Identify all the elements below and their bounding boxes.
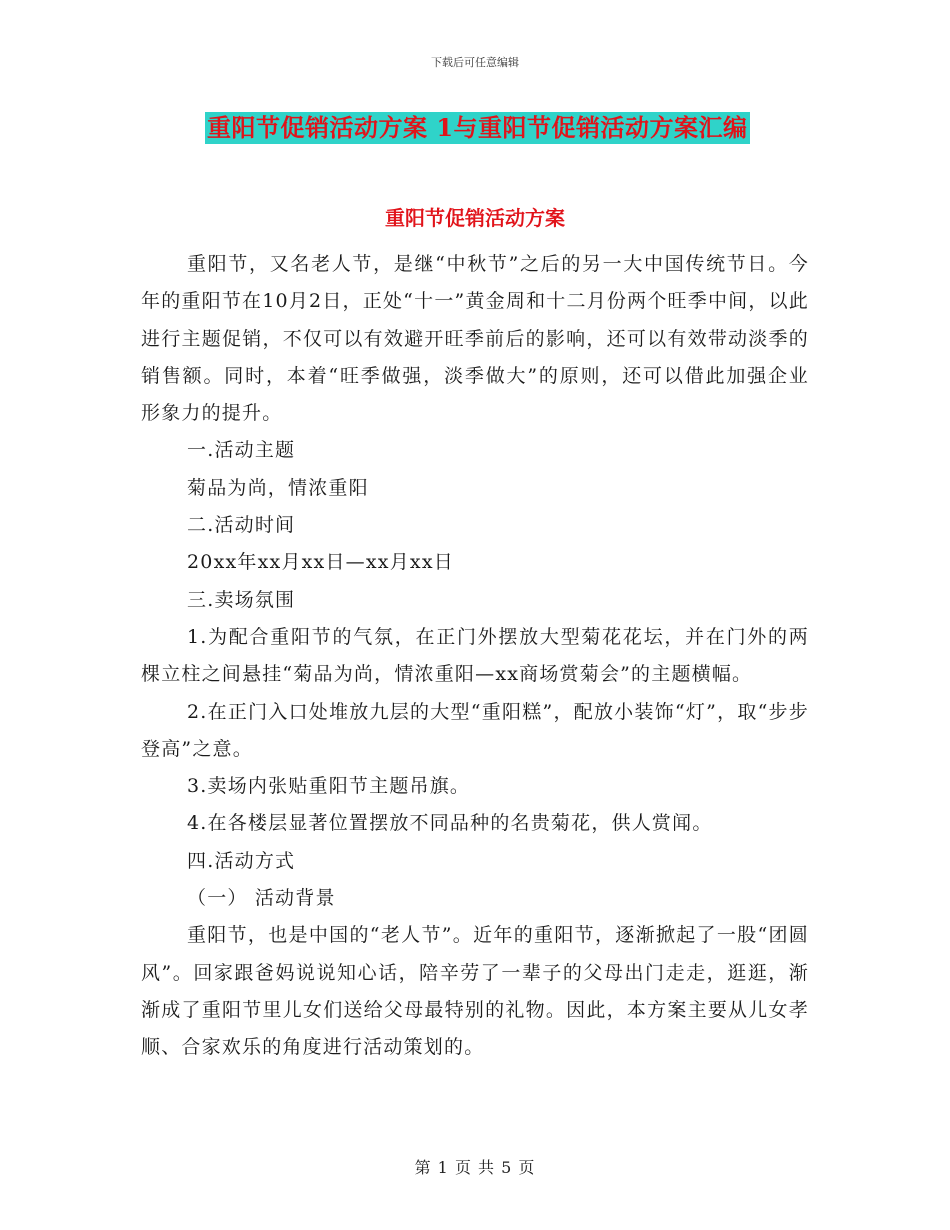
activity-time-text: 20xx年xx月xx日—xx月xx日 bbox=[187, 551, 454, 574]
intro-paragraph: 重阳节，又名老人节，是继“中秋节”之后的另一大中国传统节日。今年的重阳节在10月2日，正处“十一”黄金周和十二月份两个旺季中间，以此进行主题促销，不仅可以有效避开旺季前后的影响，还可以有效带动淡季的销售额。同时，本着“旺季做强，淡季做大”的原则，还可以借此加强企业形象力的提升。 bbox=[141, 253, 809, 425]
heading-activity-method: 四.活动方式 bbox=[187, 849, 296, 872]
header-note: 下载后可任意编辑 bbox=[431, 56, 519, 69]
document-title: 重阳节促销活动方案 1与重阳节促销活动方案汇编 bbox=[207, 113, 748, 142]
atmosphere-item-1: 1.为配合重阳节的气氛，在正门外摆放大型菊花花坛，并在门外的两棵立柱之间悬挂“菊品为尚，情浓重阳—xx商场赏菊会”的主题横幅。 bbox=[141, 625, 809, 686]
atmosphere-item-3: 3.卖场内张贴重阳节主题吊旗。 bbox=[187, 775, 471, 798]
document-body bbox=[141, 246, 809, 1067]
activity-theme-text: 菊品为尚，情浓重阳 bbox=[187, 476, 369, 499]
background-paragraph: 重阳节，也是中国的“老人节”。近年的重阳节，逐渐掀起了一股“团圆风”。回家跟爸妈说说知心话，陪辛劳了一辈子的父母出门走走，逛逛，渐渐成了重阳节里儿女们送给父母最特别的礼物。因此，本方案主要从儿女孝顺、合家欢乐的角度进行活动策划的。 bbox=[141, 924, 809, 1059]
heading-store-atmosphere: 三.卖场氛围 bbox=[187, 588, 296, 611]
section-title: 重阳节促销活动方案 bbox=[385, 206, 565, 230]
subheading-activity-background: （一） 活动背景 bbox=[187, 887, 336, 910]
page-footer: 第 1 页 共 5 页 bbox=[414, 1158, 536, 1177]
atmosphere-item-2: 2.在正门入口处堆放九层的大型“重阳糕”，配放小装饰“灯”，取“步步登高”之意。 bbox=[141, 700, 809, 760]
heading-activity-time: 二.活动时间 bbox=[187, 514, 296, 537]
heading-activity-theme: 一.活动主题 bbox=[187, 439, 296, 462]
atmosphere-item-4: 4.在各楼层显著位置摆放不同品种的名贵菊花，供人赏闻。 bbox=[187, 812, 713, 835]
